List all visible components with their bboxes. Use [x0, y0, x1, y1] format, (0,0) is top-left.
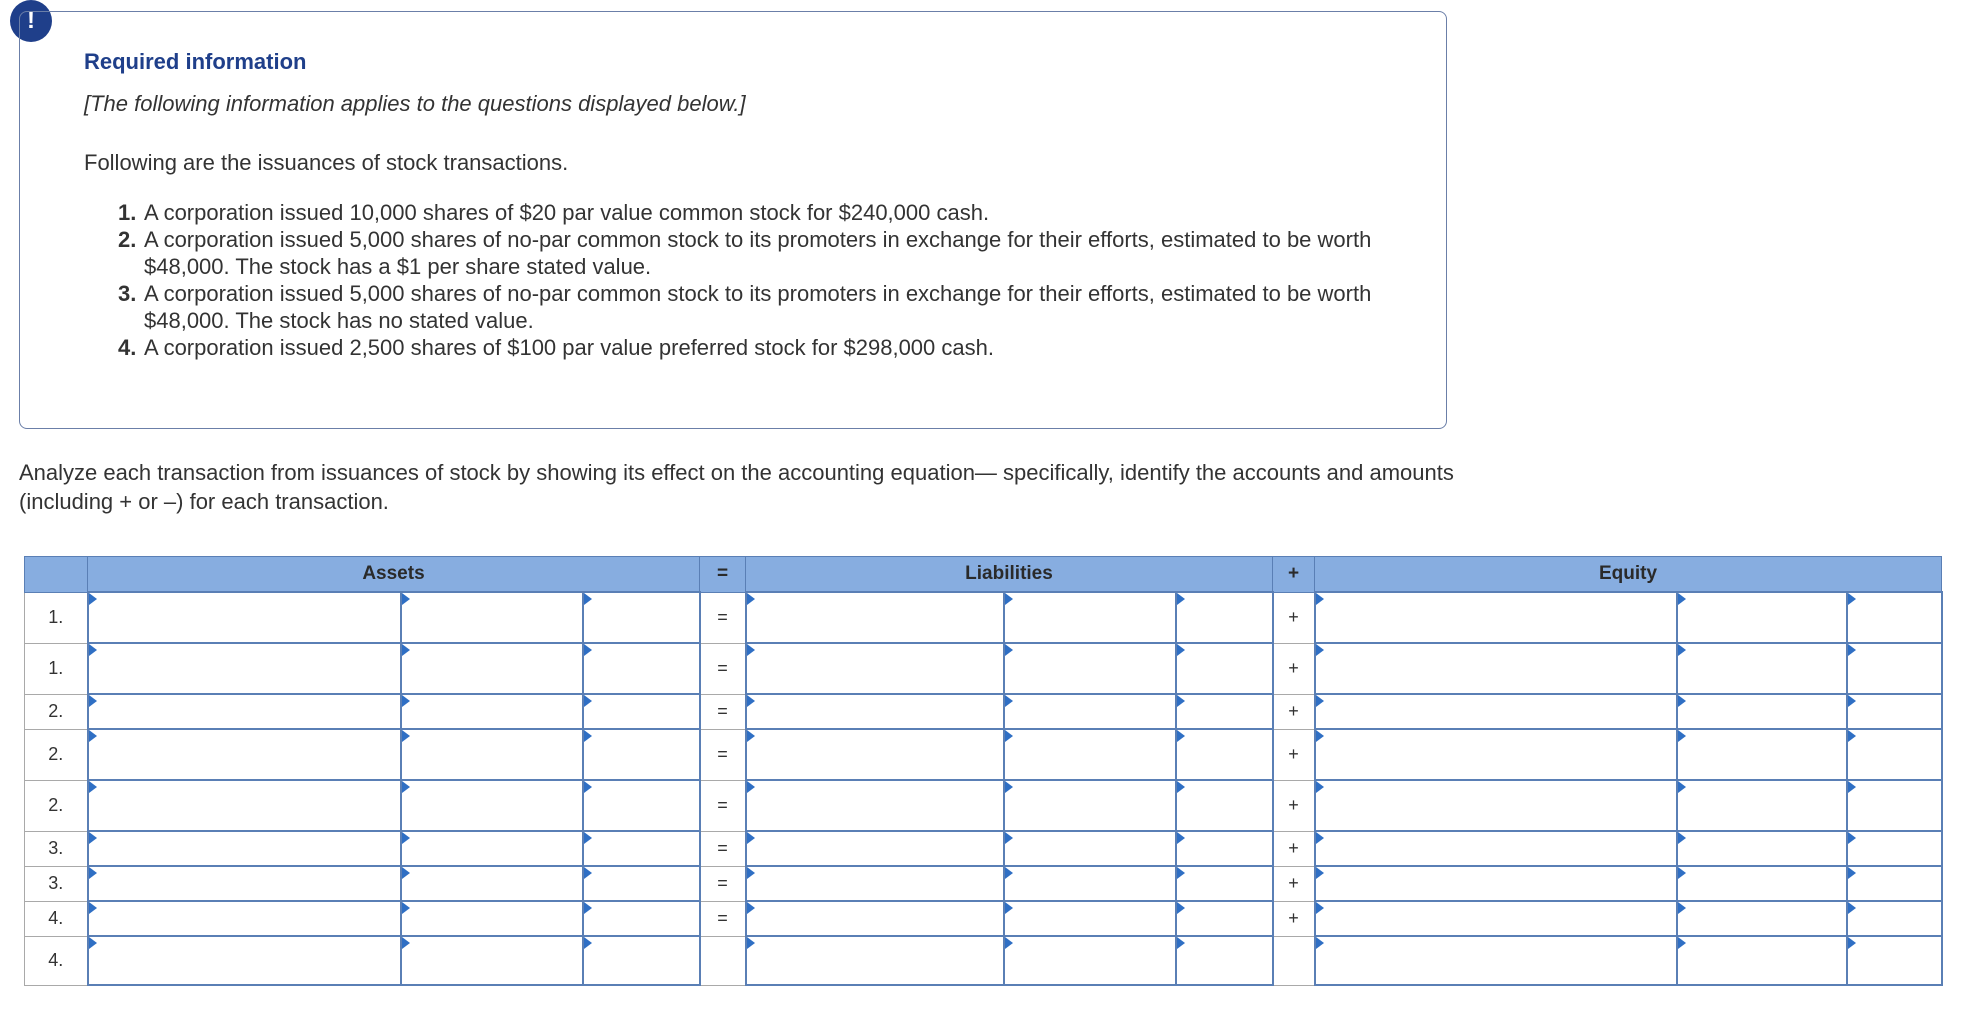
assets-account-input[interactable]: [88, 592, 401, 643]
table-row: [25, 592, 1942, 643]
equals-sign: =: [700, 831, 746, 866]
equity-amount-input[interactable]: [1847, 643, 1942, 694]
table-row: [25, 780, 1942, 831]
equity-account-input[interactable]: [1315, 936, 1677, 985]
equity-amount-input[interactable]: [1677, 901, 1847, 936]
plus-header: +: [1273, 557, 1315, 593]
table-row: [25, 936, 1942, 985]
liabilities-account-input[interactable]: [746, 643, 1004, 694]
liabilities-amount-input[interactable]: [1004, 866, 1176, 901]
table-row: [25, 866, 1942, 901]
equity-account-input[interactable]: [1315, 643, 1677, 694]
equity-account-input[interactable]: [1315, 694, 1677, 729]
equity-amount-input[interactable]: [1677, 780, 1847, 831]
row-label: 1.: [25, 592, 88, 643]
liabilities-header: Liabilities: [746, 557, 1273, 593]
transaction-number: 2.: [118, 227, 137, 252]
assets-amount-input[interactable]: [401, 901, 583, 936]
equals-sign: =: [700, 729, 746, 780]
assets-amount-input[interactable]: [401, 866, 583, 901]
equity-amount-input[interactable]: [1677, 866, 1847, 901]
liabilities-amount-input[interactable]: [1004, 901, 1176, 936]
equity-header: Equity: [1315, 557, 1942, 593]
assets-account-input[interactable]: [88, 780, 401, 831]
row-label: 4.: [25, 936, 88, 985]
assets-amount-input[interactable]: [583, 592, 700, 643]
row-label: 2.: [25, 780, 88, 831]
equity-amount-input[interactable]: [1847, 729, 1942, 780]
equity-amount-input[interactable]: [1677, 729, 1847, 780]
equity-amount-input[interactable]: [1847, 831, 1942, 866]
required-info-title: Required information: [84, 49, 307, 74]
assets-account-input[interactable]: [88, 694, 401, 729]
equals-sign: =: [700, 643, 746, 694]
equity-amount-input[interactable]: [1677, 831, 1847, 866]
row-label: 3.: [25, 866, 88, 901]
equity-account-input[interactable]: [1315, 780, 1677, 831]
table-row: [25, 694, 1942, 729]
transaction-item: [118, 334, 1378, 361]
equity-account-input[interactable]: [1315, 729, 1677, 780]
plus-sign: +: [1273, 592, 1315, 643]
plus-sign: +: [1273, 780, 1315, 831]
plus-sign: +: [1273, 866, 1315, 901]
table-row: [25, 831, 1942, 866]
liabilities-amount-input[interactable]: [1004, 592, 1176, 643]
liabilities-amount-input[interactable]: [1004, 643, 1176, 694]
equity-amount-input[interactable]: [1847, 592, 1942, 643]
assets-amount-input[interactable]: [583, 831, 700, 866]
assets-amount-input[interactable]: [401, 780, 583, 831]
equals-header: =: [700, 557, 746, 593]
equity-amount-input[interactable]: [1677, 643, 1847, 694]
assets-account-input[interactable]: [88, 729, 401, 780]
plus-sign: [1273, 936, 1315, 985]
equity-account-input[interactable]: [1315, 866, 1677, 901]
plus-sign: +: [1273, 729, 1315, 780]
assets-account-input[interactable]: [88, 831, 401, 866]
row-label: 4.: [25, 901, 88, 936]
question-prompt: Analyze each transaction from issuances of stock by showing its effect on the accounting equation— specifically, identify the accounts and amounts (including + or –) for each transaction.: [19, 460, 1454, 514]
equals-sign: [700, 936, 746, 985]
row-label: 1.: [25, 643, 88, 694]
liabilities-account-input[interactable]: [746, 831, 1004, 866]
row-label: 3.: [25, 831, 88, 866]
equity-account-input[interactable]: [1315, 592, 1677, 643]
transaction-item: [118, 226, 1378, 280]
liabilities-amount-input[interactable]: [1176, 729, 1273, 780]
table-row: [25, 901, 1942, 936]
assets-amount-input[interactable]: [583, 643, 700, 694]
row-label: 2.: [25, 694, 88, 729]
assets-account-input[interactable]: [88, 936, 401, 985]
equity-account-input[interactable]: [1315, 831, 1677, 866]
equity-amount-input[interactable]: [1847, 694, 1942, 729]
transactions-list: [118, 199, 1378, 361]
transaction-number: 1.: [118, 200, 137, 225]
assets-amount-input[interactable]: [401, 694, 583, 729]
equity-amount-input[interactable]: [1677, 936, 1847, 985]
assets-amount-input[interactable]: [583, 694, 700, 729]
liabilities-amount-input[interactable]: [1176, 780, 1273, 831]
transaction-item: [118, 280, 1378, 334]
liabilities-amount-input[interactable]: [1004, 780, 1176, 831]
equity-account-input[interactable]: [1315, 901, 1677, 936]
plus-sign: +: [1273, 901, 1315, 936]
transactions-intro: Following are the issuances of stock transactions.: [84, 150, 569, 175]
equals-sign: =: [700, 901, 746, 936]
transaction-number: 3.: [118, 281, 137, 306]
assets-header: Assets: [88, 557, 700, 593]
transaction-text: A corporation issued 10,000 shares of $20 par value common stock for $240,000 cash.: [144, 200, 990, 225]
transaction-text: A corporation issued 5,000 shares of no-par common stock to its promoters in exchange for their efforts, estimated to be worth $48,000. The stock has no stated value.: [144, 281, 1372, 333]
liabilities-amount-input[interactable]: [1004, 729, 1176, 780]
assets-amount-input[interactable]: [401, 831, 583, 866]
liabilities-amount-input[interactable]: [1176, 694, 1273, 729]
assets-amount-input[interactable]: [583, 780, 700, 831]
liabilities-amount-input[interactable]: [1004, 936, 1176, 985]
liabilities-amount-input[interactable]: [1176, 936, 1273, 985]
equals-sign: =: [700, 866, 746, 901]
liabilities-amount-input[interactable]: [1004, 831, 1176, 866]
liabilities-amount-input[interactable]: [1004, 694, 1176, 729]
equals-sign: =: [700, 592, 746, 643]
liabilities-amount-input[interactable]: [1176, 866, 1273, 901]
liabilities-account-input[interactable]: [746, 866, 1004, 901]
assets-account-input[interactable]: [88, 866, 401, 901]
plus-sign: +: [1273, 694, 1315, 729]
transaction-text: A corporation issued 5,000 shares of no-par common stock to its promoters in exchange for their efforts, estimated to be worth $48,000. The stock has a $1 per share stated value.: [144, 227, 1372, 279]
equity-amount-input[interactable]: [1847, 936, 1942, 985]
header-blank: [25, 557, 88, 593]
plus-sign: +: [1273, 831, 1315, 866]
equity-amount-input[interactable]: [1847, 901, 1942, 936]
equity-amount-input[interactable]: [1847, 866, 1942, 901]
equity-amount-input[interactable]: [1677, 592, 1847, 643]
liabilities-account-input[interactable]: [746, 694, 1004, 729]
alert-icon: !: [10, 0, 52, 42]
transaction-item: [118, 199, 1378, 226]
required-info-subtitle: [The following information applies to the questions displayed below.]: [84, 91, 746, 116]
liabilities-account-input[interactable]: [746, 780, 1004, 831]
table-row: [25, 643, 1942, 694]
assets-amount-input[interactable]: [583, 729, 700, 780]
liabilities-amount-input[interactable]: [1176, 592, 1273, 643]
assets-amount-input[interactable]: [401, 592, 583, 643]
liabilities-amount-input[interactable]: [1176, 831, 1273, 866]
assets-amount-input[interactable]: [401, 643, 583, 694]
accounting-equation-table: [24, 556, 1943, 986]
transaction-number: 4.: [118, 335, 137, 360]
liabilities-amount-input[interactable]: [1176, 901, 1273, 936]
transaction-text: A corporation issued 2,500 shares of $100 par value preferred stock for $298,000 cash.: [144, 335, 994, 360]
liabilities-account-input[interactable]: [746, 936, 1004, 985]
assets-amount-input[interactable]: [583, 866, 700, 901]
liabilities-amount-input[interactable]: [1176, 643, 1273, 694]
plus-sign: +: [1273, 643, 1315, 694]
equals-sign: =: [700, 780, 746, 831]
assets-amount-input[interactable]: [583, 901, 700, 936]
assets-amount-input[interactable]: [583, 936, 700, 985]
liabilities-account-input[interactable]: [746, 729, 1004, 780]
liabilities-account-input[interactable]: [746, 901, 1004, 936]
liabilities-account-input[interactable]: [746, 592, 1004, 643]
assets-account-input[interactable]: [88, 643, 401, 694]
table-row: [25, 729, 1942, 780]
assets-amount-input[interactable]: [401, 729, 583, 780]
equity-amount-input[interactable]: [1847, 780, 1942, 831]
assets-amount-input[interactable]: [401, 936, 583, 985]
row-label: 2.: [25, 729, 88, 780]
equals-sign: =: [700, 694, 746, 729]
equity-amount-input[interactable]: [1677, 694, 1847, 729]
assets-account-input[interactable]: [88, 901, 401, 936]
